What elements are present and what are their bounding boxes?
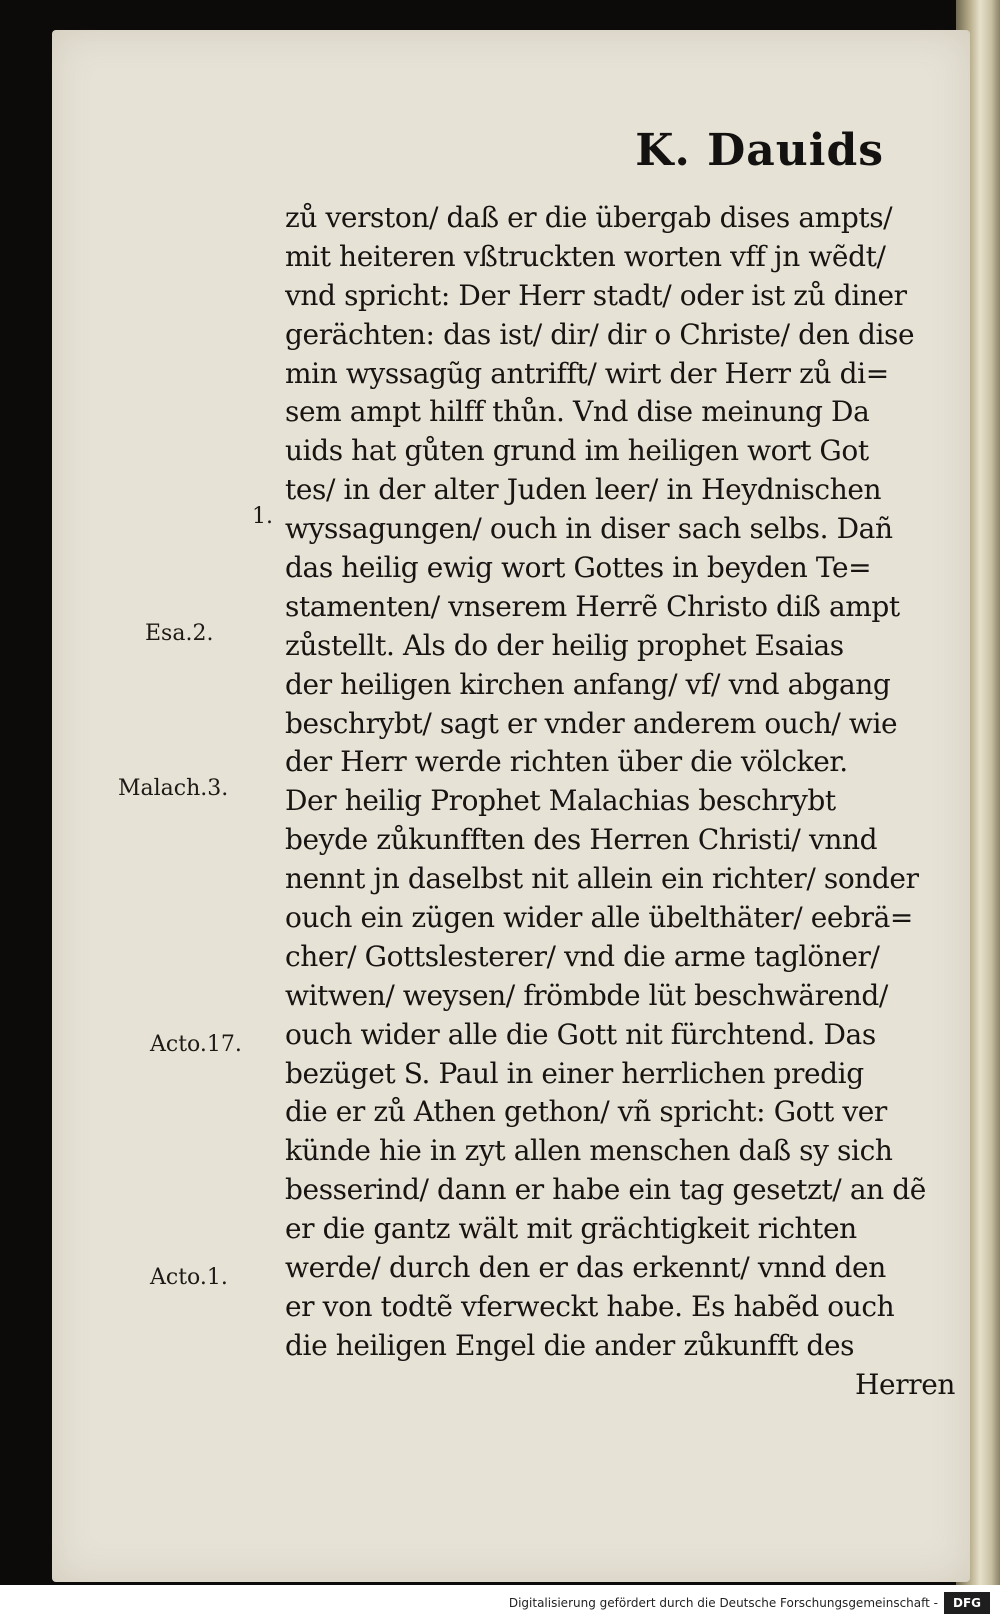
text-line: stamenten/ vnserem Herrẽ Christo diß ampt: [285, 589, 900, 623]
text-line: cher/ Gottslesterer/ vnd die arme taglöner/: [285, 939, 880, 973]
text-line: beyde zůkunfften des Herren Christi/ vnnd: [285, 823, 878, 857]
text-line: wyssagungen/ ouch in diser sach selbs. Dañ: [285, 512, 893, 546]
text-line: vnd spricht: Der Herr stadt/ oder ist zů diner: [285, 278, 907, 312]
margin-note: Acto.17.: [150, 1032, 242, 1057]
text-line: gerächten: das ist/ dir/ dir o Christe/ den dise: [285, 317, 915, 351]
text-line: er von todtẽ vferweckt habe. Es habẽd ouch: [285, 1289, 895, 1323]
catchword-line: Herren: [855, 1367, 955, 1401]
text-line: tes/ in der alter Juden leer/ in Heydnischen: [285, 473, 882, 507]
margin-note: Esa.2.: [145, 621, 214, 646]
text-line: beschrybt/ sagt er vnder anderem ouch/ wie: [285, 706, 898, 740]
text-line: die er zů Athen gethon/ vñ spricht: Gott ver: [285, 1095, 887, 1129]
text-line: bezüget S. Paul in einer herrlichen predig: [285, 1056, 864, 1090]
margin-note: 1.: [252, 504, 273, 529]
margin-note: Acto.1.: [150, 1265, 228, 1290]
text-line: er die gantz wält mit grächtigkeit richten: [285, 1212, 857, 1246]
text-line: nennt jn daselbst nit allein ein richter/ sonder: [285, 862, 919, 896]
text-line: min wyssagũg antrifft/ wirt der Herr zů di=: [285, 356, 889, 390]
text-line: der heiligen kirchen anfang/ vf/ vnd abgang: [285, 667, 891, 701]
text-line: uids hat gůten grund im heiligen wort Got: [285, 434, 869, 468]
footer-credit: Digitalisierung gefördert durch die Deutsche Forschungsgemeinschaft -: [508, 1596, 938, 1610]
running-head: K. Dauids: [635, 125, 884, 176]
text-line: besserind/ dann er habe ein tag gesetzt/ an dẽ: [285, 1173, 926, 1207]
text-line: zů verston/ daß er die übergab dises ampts/: [285, 201, 893, 234]
footer-bar: [0, 1585, 1000, 1624]
margin-note: Malach.3.: [118, 776, 229, 801]
text-line: zůstellt. Als do der heilig prophet Esaias: [285, 628, 844, 662]
book-page: [52, 30, 970, 1582]
text-line: witwen/ weysen/ frömbde lüt beschwärend/: [285, 978, 888, 1012]
text-line: die heiligen Engel die ander zůkunfft des: [285, 1328, 855, 1362]
text-line: mit heiteren vßtruckten worten vff jn wẽdt/: [285, 239, 886, 273]
dfg-logo: DFG: [944, 1592, 990, 1614]
text-line: sem ampt hilff thůn. Vnd dise meinung Da: [285, 395, 870, 429]
text-line: Der heilig Prophet Malachias beschrybt: [285, 784, 836, 818]
text-line: das heilig ewig wort Gottes in beyden Te=: [285, 551, 872, 585]
text-line: der Herr werde richten über die völcker.: [285, 745, 848, 779]
body-text: [285, 199, 955, 1405]
text-line: ouch wider alle die Gott nit fürchtend. Das: [285, 1017, 876, 1051]
text-line: ouch ein zügen wider alle übelthäter/ eebrä=: [285, 901, 913, 935]
text-line: werde/ durch den er das erkennt/ vnnd den: [285, 1251, 886, 1285]
text-line: künde hie in zyt allen menschen daß sy sich: [285, 1134, 893, 1168]
